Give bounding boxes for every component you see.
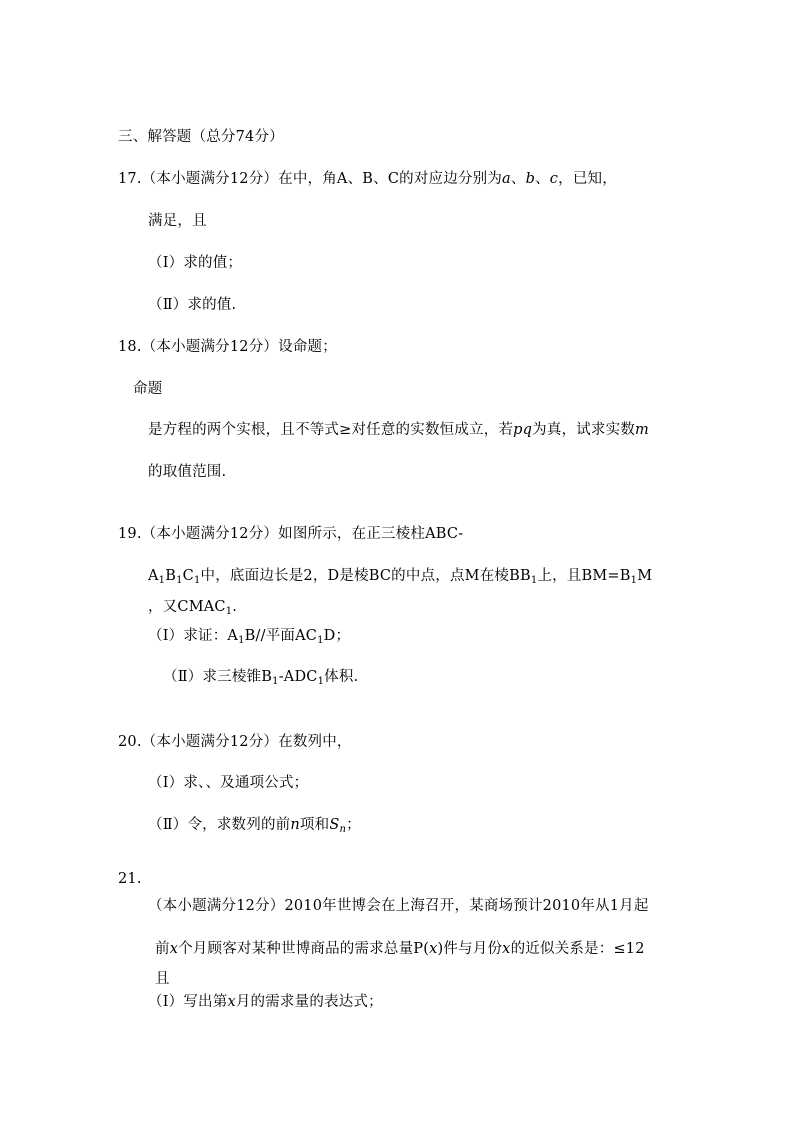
text: M (637, 568, 653, 584)
question-18-text-mid: 为真，试求实数 (532, 422, 636, 438)
text: （Ⅱ）求三棱锥B (163, 669, 273, 685)
question-18-line1 (118, 338, 337, 356)
text: 的近似关系是：≤12 (510, 941, 645, 957)
text: （Ⅱ）令，求数列的前 (148, 817, 291, 833)
subscript: 1 (530, 575, 538, 586)
section-title: 三、解答题（总分74分） (118, 129, 284, 145)
subscript: 1 (158, 575, 166, 586)
text: ； (346, 817, 361, 833)
text: 上，且BM=B (537, 568, 631, 584)
question-19-text: （本小题满分12分）如图所示，在正三棱柱ABC- (141, 526, 464, 542)
text: 月的需求量的表达式； (235, 994, 383, 1010)
text: （Ⅰ）求证：A (148, 628, 239, 644)
question-18-text: （本小题满分12分）设命题； (141, 339, 337, 355)
text: 中，底面边长是2，D是棱BC的中点，点M在棱BB (200, 568, 531, 584)
var-c: c (549, 171, 559, 187)
question-20-text: （本小题满分12分）在数列中， (141, 734, 352, 750)
subscript: 1 (225, 606, 233, 617)
text: )件与月份 (437, 941, 503, 957)
text: B (165, 568, 177, 584)
var-x: x (169, 941, 179, 957)
question-19-part2 (163, 668, 358, 686)
question-20-number: 20. (118, 734, 142, 750)
question-21-line2 (155, 940, 645, 958)
var-s: S (329, 817, 340, 833)
question-19-line3 (148, 598, 237, 616)
text: 项和 (299, 817, 330, 833)
text: （Ⅰ）写出第 (148, 994, 228, 1010)
text: . (232, 599, 238, 615)
var-a: a (502, 171, 511, 187)
question-17-text: （本小题满分12分）在中，角A、B、C的对应边分别为 (141, 171, 503, 187)
text: 个月顾客对某种世博商品的需求总量P( (178, 941, 430, 957)
var-m: m (635, 422, 649, 438)
text: -ADC (278, 669, 318, 685)
text: D； (323, 628, 351, 644)
question-20-part2 (148, 816, 361, 834)
var-n: n (290, 817, 300, 833)
question-21-line1: （本小题满分12分）2010年世博会在上海召开，某商场预计2010年从1月起 (148, 898, 649, 914)
subscript: 1 (317, 635, 324, 646)
question-21-line3: 且 (155, 971, 170, 987)
subscript: 1 (630, 575, 638, 586)
question-20-part1: （Ⅰ）求、、及通项公式； (148, 775, 309, 791)
text: 前 (155, 941, 170, 957)
subscript: 1 (238, 635, 245, 646)
var-b: b (525, 171, 536, 187)
question-20-line1 (118, 733, 352, 751)
separator: 、 (535, 171, 550, 187)
question-19-part1 (148, 627, 350, 645)
question-17-text-end: ，已知， (558, 171, 617, 187)
question-19-number: 19. (118, 526, 142, 542)
var-pq: pq (513, 422, 533, 438)
question-18-line3 (148, 421, 649, 439)
subscript: 1 (317, 676, 325, 687)
text: ，又CMAC (148, 599, 226, 615)
subscript: 1 (193, 575, 201, 586)
text: A (148, 568, 159, 584)
text: 体积. (324, 669, 359, 685)
var-x: x (502, 941, 511, 957)
var-x: x (429, 941, 438, 957)
subscript: 1 (176, 575, 183, 586)
text: B//平面AC (244, 628, 318, 644)
question-18-number: 18. (118, 339, 142, 355)
subscript: 1 (272, 676, 279, 687)
question-17-line1 (118, 170, 617, 188)
question-21-part1 (148, 993, 383, 1011)
question-17-number: 17. (118, 171, 142, 187)
question-18-line2: 命题 (133, 381, 163, 397)
question-17-part2: （Ⅱ）求的值. (148, 297, 237, 313)
question-17-part1: （Ⅰ）求的值； (148, 255, 243, 271)
question-21-number: 21. (118, 871, 142, 887)
separator: 、 (510, 171, 526, 187)
subscript: n (339, 824, 347, 835)
text: C (182, 568, 194, 584)
question-17-line2: 满足，且 (148, 213, 207, 229)
question-19-line2 (148, 567, 652, 585)
var-x: x (227, 994, 236, 1010)
question-18-line4: 的取值范围. (148, 464, 227, 480)
question-19-line1 (118, 525, 463, 543)
question-18-text: 是方程的两个实根，且不等式≥对任意的实数恒成立，若 (148, 422, 514, 438)
